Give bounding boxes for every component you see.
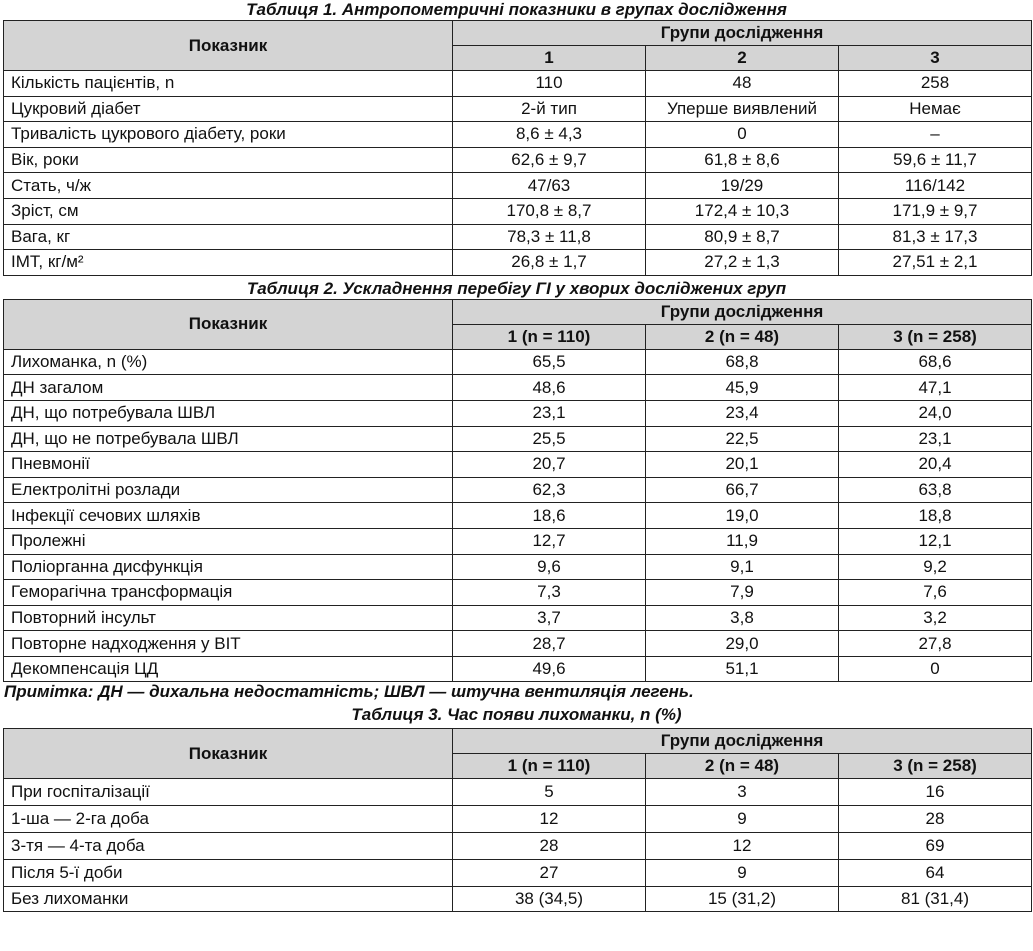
table-row [4, 250, 1032, 276]
group-3-value: 18,8 [839, 503, 1032, 529]
table-row [4, 452, 1032, 478]
group-2-value: 3,8 [646, 605, 839, 631]
group-2-value: 20,1 [646, 452, 839, 478]
group-1-value: 47/63 [453, 173, 646, 199]
group-3-value: 59,6 ± 11,7 [839, 147, 1032, 173]
group-2-value: 15 (31,2) [646, 887, 839, 912]
group-3-value: 258 [839, 71, 1032, 97]
table3-group-header-1: 1 (n = 110) [453, 754, 646, 779]
group-1-value: 48,6 [453, 375, 646, 401]
group-2-value: 45,9 [646, 375, 839, 401]
table1-body [4, 71, 1032, 276]
group-2-value: 19,0 [646, 503, 839, 529]
table2-body [4, 349, 1032, 682]
table2-groups-header: Групи дослідження [453, 299, 1032, 324]
table-row [4, 779, 1032, 806]
group-2-value: 0 [646, 122, 839, 148]
group-1-value: 7,3 [453, 580, 646, 606]
row-label: ДН, що потребувала ШВЛ [4, 400, 453, 426]
table3-group-header-2: 2 (n = 48) [646, 754, 839, 779]
table2-note: Примітка: ДН — дихальна недостатність; ШВЛ — штучна вентиляція легень. [4, 682, 694, 702]
row-label: Після 5-ї доби [4, 860, 453, 887]
table2-group-header-1: 1 (n = 110) [453, 324, 646, 349]
group-3-value: 28 [839, 806, 1032, 833]
table-row [4, 198, 1032, 224]
group-2-value: 3 [646, 779, 839, 806]
group-3-value: 116/142 [839, 173, 1032, 199]
row-label: Цукровий діабет [4, 96, 453, 122]
table-row [4, 375, 1032, 401]
table3-caption: Таблиця 3. Час появи лихоманки, n (%) [351, 705, 682, 725]
table-row [4, 147, 1032, 173]
table-row [4, 806, 1032, 833]
group-1-value: 28,7 [453, 631, 646, 657]
table-row [4, 173, 1032, 199]
table-row [4, 400, 1032, 426]
group-1-value: 2-й тип [453, 96, 646, 122]
group-3-value: 24,0 [839, 400, 1032, 426]
table-row [4, 122, 1032, 148]
group-1-value: 18,6 [453, 503, 646, 529]
row-label: Геморагічна трансформація [4, 580, 453, 606]
table-row [4, 96, 1032, 122]
table-row [4, 224, 1032, 250]
row-label: Стать, ч/ж [4, 173, 453, 199]
table3-groups-header: Групи дослідження [453, 729, 1032, 754]
group-1-value: 78,3 ± 11,8 [453, 224, 646, 250]
group-2-value: 22,5 [646, 426, 839, 452]
row-label: Лихоманка, n (%) [4, 349, 453, 375]
table-row [4, 605, 1032, 631]
group-1-value: 110 [453, 71, 646, 97]
group-3-value: – [839, 122, 1032, 148]
group-2-value: 66,7 [646, 477, 839, 503]
group-3-value: 7,6 [839, 580, 1032, 606]
row-label: Повторний інсульт [4, 605, 453, 631]
group-3-value: 27,8 [839, 631, 1032, 657]
group-1-value: 25,5 [453, 426, 646, 452]
table1-group-header-3: 3 [839, 46, 1032, 71]
table2 [3, 299, 1032, 683]
table-row [4, 477, 1032, 503]
group-1-value: 9,6 [453, 554, 646, 580]
table3-param-header: Показник [4, 729, 453, 779]
table3-body [4, 779, 1032, 912]
row-label: Без лихоманки [4, 887, 453, 912]
group-1-value: 26,8 ± 1,7 [453, 250, 646, 276]
row-label: Вік, роки [4, 147, 453, 173]
group-2-value: 9 [646, 860, 839, 887]
table2-group-header-3: 3 (n = 258) [839, 324, 1032, 349]
row-label: 1-ша — 2-га доба [4, 806, 453, 833]
group-3-value: 20,4 [839, 452, 1032, 478]
row-label: При госпіталізації [4, 779, 453, 806]
group-3-value: 64 [839, 860, 1032, 887]
row-label: Зріст, см [4, 198, 453, 224]
table-row [4, 887, 1032, 912]
group-2-value: 11,9 [646, 528, 839, 554]
row-label: Пневмонії [4, 452, 453, 478]
table-row [4, 426, 1032, 452]
group-3-value: 27,51 ± 2,1 [839, 250, 1032, 276]
table-row [4, 833, 1032, 860]
group-1-value: 38 (34,5) [453, 887, 646, 912]
row-label: ДН, що не потребувала ШВЛ [4, 426, 453, 452]
table2-param-header: Показник [4, 299, 453, 349]
row-label: ІМТ, кг/м² [4, 250, 453, 276]
group-2-value: 29,0 [646, 631, 839, 657]
table-row [4, 503, 1032, 529]
table1-groups-header: Групи дослідження [453, 21, 1032, 46]
group-2-value: 12 [646, 833, 839, 860]
table-row [4, 631, 1032, 657]
table-row [4, 528, 1032, 554]
group-2-value: 27,2 ± 1,3 [646, 250, 839, 276]
row-label: 3-тя — 4-та доба [4, 833, 453, 860]
group-1-value: 27 [453, 860, 646, 887]
group-3-value: 81,3 ± 17,3 [839, 224, 1032, 250]
table-row [4, 554, 1032, 580]
table-row [4, 71, 1032, 97]
row-label: Кількість пацієнтів, n [4, 71, 453, 97]
group-1-value: 12,7 [453, 528, 646, 554]
row-label: Декомпенсація ЦД [4, 656, 453, 682]
group-2-value: 7,9 [646, 580, 839, 606]
table1-group-header-1: 1 [453, 46, 646, 71]
group-2-value: 68,8 [646, 349, 839, 375]
group-3-value: 16 [839, 779, 1032, 806]
group-2-value: 80,9 ± 8,7 [646, 224, 839, 250]
group-3-value: 47,1 [839, 375, 1032, 401]
group-3-value: 0 [839, 656, 1032, 682]
group-1-value: 5 [453, 779, 646, 806]
table2-group-header-2: 2 (n = 48) [646, 324, 839, 349]
group-1-value: 20,7 [453, 452, 646, 478]
group-2-value: 19/29 [646, 173, 839, 199]
table1 [3, 20, 1032, 276]
group-3-value: 3,2 [839, 605, 1032, 631]
group-3-value: Немає [839, 96, 1032, 122]
row-label: Інфекції сечових шляхів [4, 503, 453, 529]
table-row [4, 349, 1032, 375]
table2-caption: Таблиця 2. Ускладнення перебігу ГІ у хворих досліджених груп [246, 278, 787, 298]
group-1-value: 12 [453, 806, 646, 833]
table1-param-header: Показник [4, 21, 453, 71]
group-2-value: 23,4 [646, 400, 839, 426]
group-2-value: 9 [646, 806, 839, 833]
group-3-value: 69 [839, 833, 1032, 860]
group-2-value: Уперше виявлений [646, 96, 839, 122]
group-2-value: 51,1 [646, 656, 839, 682]
row-label: Повторне надходження у ВІТ [4, 631, 453, 657]
group-1-value: 65,5 [453, 349, 646, 375]
group-1-value: 62,3 [453, 477, 646, 503]
group-1-value: 23,1 [453, 400, 646, 426]
group-3-value: 171,9 ± 9,7 [839, 198, 1032, 224]
group-3-value: 12,1 [839, 528, 1032, 554]
group-1-value: 28 [453, 833, 646, 860]
group-3-value: 9,2 [839, 554, 1032, 580]
group-3-value: 81 (31,4) [839, 887, 1032, 912]
group-1-value: 62,6 ± 9,7 [453, 147, 646, 173]
row-label: Тривалість цукрового діабету, роки [4, 122, 453, 148]
group-1-value: 3,7 [453, 605, 646, 631]
group-3-value: 23,1 [839, 426, 1032, 452]
table1-caption: Таблиця 1. Антропометричні показники в групах дослідження [246, 0, 787, 19]
row-label: Поліорганна дисфункція [4, 554, 453, 580]
group-1-value: 8,6 ± 4,3 [453, 122, 646, 148]
table3 [3, 728, 1032, 912]
table-row [4, 580, 1032, 606]
table3-group-header-3: 3 (n = 258) [839, 754, 1032, 779]
row-label: Пролежні [4, 528, 453, 554]
group-3-value: 68,6 [839, 349, 1032, 375]
row-label: Електролітні розлади [4, 477, 453, 503]
group-2-value: 61,8 ± 8,6 [646, 147, 839, 173]
group-2-value: 172,4 ± 10,3 [646, 198, 839, 224]
row-label: Вага, кг [4, 224, 453, 250]
table-row [4, 656, 1032, 682]
group-3-value: 63,8 [839, 477, 1032, 503]
group-1-value: 49,6 [453, 656, 646, 682]
table-row [4, 860, 1032, 887]
table1-group-header-2: 2 [646, 46, 839, 71]
group-1-value: 170,8 ± 8,7 [453, 198, 646, 224]
row-label: ДН загалом [4, 375, 453, 401]
group-2-value: 9,1 [646, 554, 839, 580]
group-2-value: 48 [646, 71, 839, 97]
